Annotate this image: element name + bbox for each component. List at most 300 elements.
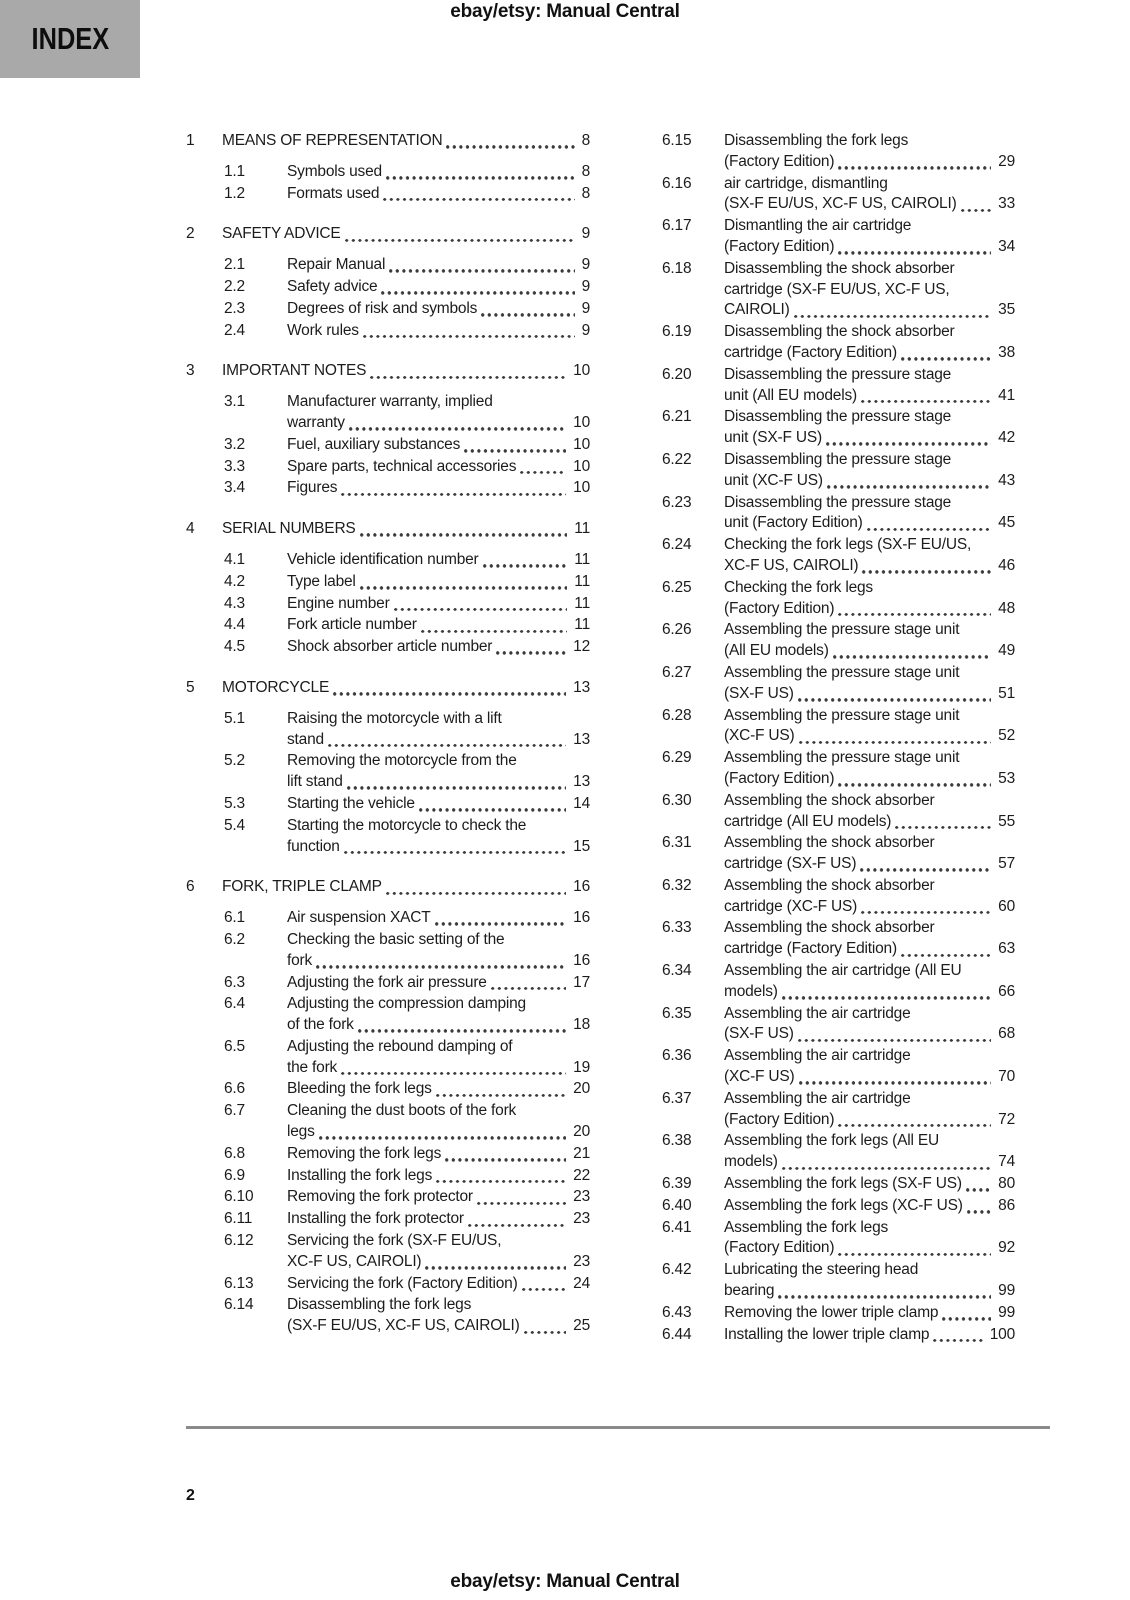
toc-section-entry: [662, 578, 1015, 620]
toc-entry-number: 3: [186, 362, 195, 380]
toc-entry-number: 3.3: [224, 457, 245, 475]
dot-leader: [333, 692, 566, 696]
toc-entry-title-line: Disassembling the shock absorber: [724, 323, 955, 341]
dot-leader: [436, 1180, 566, 1184]
toc-entry-body: [724, 620, 1015, 662]
toc-entry-page: 10: [573, 479, 590, 497]
dot-leader: [483, 564, 568, 568]
toc-entry-page: 48: [998, 599, 1015, 617]
toc-section-entry: [662, 259, 1015, 321]
toc-chapter-entry: [186, 519, 590, 540]
toc-entry-page: 13: [573, 678, 590, 696]
page-header-title: ebay/etsy: Manual Central: [450, 1, 680, 22]
toc-entry-number: 6.22: [662, 450, 692, 468]
toc-section-entry: [186, 908, 590, 929]
toc-entry-number: 6.33: [662, 919, 692, 937]
toc-entry-title-line: Lubricating the steering head: [724, 1261, 919, 1279]
toc-entry-last-line: [287, 794, 590, 815]
toc-entry-title-line: Removing the lower triple clamp: [724, 1303, 939, 1321]
toc-entry-last-line: [724, 1281, 1015, 1302]
toc-entry-title-line: Removing the fork legs: [287, 1144, 442, 1162]
footer-rule: [186, 1426, 1050, 1429]
toc-entry-title-line: Disassembling the pressure stage: [724, 365, 952, 383]
toc-entry-number: 6.15: [662, 132, 692, 149]
toc-entry-last-line: [724, 194, 1015, 215]
toc-entry-page: 29: [998, 152, 1015, 170]
toc-entry-page: 10: [573, 413, 590, 431]
toc-entry-page: 17: [573, 973, 590, 991]
dot-leader: [360, 586, 568, 590]
dot-leader: [481, 313, 574, 317]
toc-entry-page: 100: [989, 1325, 1015, 1343]
toc-entry-title-line: Assembling the fork legs (All EU: [724, 1132, 939, 1150]
toc-entry-last-line: [724, 769, 1015, 790]
toc-entry-last-line: [287, 730, 590, 751]
toc-entry-title-line: (SX-F US): [724, 1025, 794, 1043]
toc-entry-last-line: [724, 1325, 1015, 1346]
toc-entry-title-line: Servicing the fork (SX-F EU/US,: [287, 1232, 502, 1250]
toc-entry-body: [724, 578, 1015, 620]
toc-entry-body: [287, 816, 590, 858]
dot-leader: [419, 808, 566, 812]
toc-entry-title-line: Assembling the fork legs (SX-F US): [724, 1175, 962, 1193]
toc-entry-title-line: Servicing the fork (Factory Edition): [287, 1274, 518, 1292]
toc-entry-body: [222, 224, 590, 245]
toc-section-entry: [186, 637, 590, 658]
toc-entry-body: [724, 1325, 1015, 1346]
toc-entry-title-line: (Factory Edition): [724, 152, 835, 170]
toc-entry-title-line: Assembling the pressure stage unit: [724, 663, 960, 681]
dot-leader: [319, 1136, 567, 1140]
toc-entry-title-line: Fuel, auxiliary substances: [287, 435, 461, 453]
toc-entry-page: 25: [573, 1317, 590, 1335]
toc-entry-number: 1.1: [224, 162, 245, 180]
dot-leader: [933, 1339, 982, 1343]
toc-entry-title-line: SAFETY ADVICE: [222, 225, 341, 243]
toc-entry-title-line: unit (SX-F US): [724, 429, 822, 447]
toc-entry-title-line: stand: [287, 730, 324, 748]
toc-section-entry: [662, 174, 1015, 216]
dot-leader: [370, 376, 566, 380]
toc-entry-number: 2.1: [224, 256, 245, 274]
toc-entry-number: 5.2: [224, 752, 245, 770]
toc-entry-last-line: [724, 599, 1015, 620]
toc-entry-number: 2.3: [224, 299, 245, 317]
toc-entry-title-line: Assembling the pressure stage unit: [724, 749, 960, 767]
dot-leader: [445, 1158, 566, 1162]
toc-entry-title-line: Shock absorber article number: [287, 638, 493, 656]
toc-entry-page: 11: [574, 550, 590, 568]
toc-entry-number: 6.1: [224, 909, 245, 927]
dot-leader: [961, 209, 992, 213]
toc-entry-page: 74: [998, 1153, 1015, 1171]
toc-entry-number: 6.31: [662, 834, 692, 852]
toc-section-entry: [186, 1144, 590, 1165]
toc-entry-page: 86: [998, 1196, 1015, 1214]
toc-chapter-entry: [186, 224, 590, 245]
dot-leader: [524, 1331, 567, 1335]
toc-entry-page: 72: [998, 1110, 1015, 1128]
toc-section-entry: [662, 1303, 1015, 1324]
toc-entry-page: 70: [998, 1068, 1015, 1086]
toc-entry-title-line: Assembling the air cartridge (All EU: [724, 962, 962, 980]
toc-entry-last-line: [724, 641, 1015, 662]
toc-entry-title-line: SERIAL NUMBERS: [222, 520, 356, 538]
toc-entry-last-line: [287, 594, 590, 615]
toc-entry-body: [724, 748, 1015, 790]
toc-entry-title-line: unit (Factory Edition): [724, 514, 863, 532]
toc-entry-body: [287, 1274, 590, 1295]
dot-leader: [477, 1202, 566, 1206]
dot-leader: [446, 145, 574, 149]
toc-section-entry: [662, 1218, 1015, 1260]
toc-entry-last-line: [287, 908, 590, 929]
toc-entry-body: [287, 435, 590, 456]
dot-leader: [386, 892, 566, 896]
toc-entry-body: [724, 706, 1015, 748]
toc-entry-last-line: [287, 1058, 590, 1079]
toc-entry-body: [724, 322, 1015, 364]
toc-entry-page: 13: [573, 730, 590, 748]
dot-leader: [316, 965, 566, 969]
toc-entry-last-line: [724, 237, 1015, 258]
toc-entry-last-line: [287, 1122, 590, 1143]
toc-entry-title-line: Installing the fork legs: [287, 1166, 433, 1184]
toc-section-entry: [186, 994, 590, 1036]
toc-entry-last-line: [724, 1196, 1015, 1217]
toc-entry-number: 6.14: [224, 1296, 254, 1314]
toc-entry-title-line: cartridge (All EU models): [724, 812, 892, 830]
toc-entry-number: 2: [186, 225, 195, 243]
toc-entry-last-line: [287, 255, 590, 276]
toc-entry-title-line: (Factory Edition): [724, 599, 835, 617]
toc-entry-title-line: Disassembling the pressure stage: [724, 450, 952, 468]
toc-entry-title-line: Disassembling the pressure stage: [724, 493, 952, 511]
toc-entry-last-line: [287, 184, 590, 205]
toc-entry-page: 8: [581, 132, 590, 149]
toc-entry-title-line: Assembling the air cartridge: [724, 1089, 911, 1107]
toc-section-entry: [186, 1037, 590, 1079]
dot-leader: [425, 1266, 566, 1270]
toc-entry-body: [287, 299, 590, 320]
toc-entry-title-line: Safety advice: [287, 277, 378, 295]
toc-entry-body: [287, 1037, 590, 1079]
toc-entry-body: [287, 321, 590, 342]
toc-section-entry: [662, 1046, 1015, 1088]
toc-entry-title-line: Bleeding the fork legs: [287, 1080, 432, 1098]
toc-entry-title-line: Checking the fork legs (SX-F EU/US,: [724, 536, 972, 554]
toc-entry-page: 23: [573, 1210, 590, 1228]
toc-section-entry: [186, 794, 590, 815]
toc-entry-last-line: [724, 1152, 1015, 1173]
dot-leader: [861, 911, 991, 915]
toc-section-entry: [186, 1187, 590, 1208]
toc-entry-title-line: XC-F US, CAIROLI): [724, 556, 859, 574]
toc-entry-title-line: Disassembling the pressure stage: [724, 408, 952, 426]
toc-entry-title-line: (SX-F EU/US, XC-F US, CAIROLI): [724, 195, 957, 213]
toc-entry-title-line: CAIROLI): [724, 301, 790, 319]
toc-entry-last-line: [222, 224, 590, 245]
toc-entry-last-line: [287, 277, 590, 298]
toc-section-entry: [186, 930, 590, 972]
dot-leader: [895, 826, 991, 830]
toc-section-entry: [186, 816, 590, 858]
toc-entry-page: 42: [998, 429, 1015, 447]
toc-entry-last-line: [724, 556, 1015, 577]
toc-entry-last-line: [724, 726, 1015, 747]
index-label-box: [0, 0, 140, 78]
toc-entry-number: 4.5: [224, 638, 245, 656]
toc-entry-title-line: (XC-F US): [724, 1068, 795, 1086]
toc-section-entry: [662, 620, 1015, 662]
toc-entry-title-line: Assembling the fork legs: [724, 1218, 889, 1236]
toc-entry-body: [724, 876, 1015, 918]
toc-entry-title-line: of the fork: [287, 1016, 354, 1034]
toc-entry-last-line: [724, 343, 1015, 364]
toc-entry-last-line: [724, 1174, 1015, 1195]
toc-entry-body: [222, 361, 590, 382]
dot-leader: [341, 493, 566, 497]
toc-entry-title-line: MEANS OF REPRESENTATION: [222, 132, 443, 149]
toc-entry-page: 22: [573, 1166, 590, 1184]
toc-entry-page: 8: [581, 184, 590, 202]
toc-entry-body: [287, 908, 590, 929]
toc-entry-last-line: [287, 772, 590, 793]
toc-entry-number: 6.29: [662, 749, 692, 767]
toc-entry-title-line: Adjusting the compression damping: [287, 995, 526, 1013]
toc-section-entry: [662, 1174, 1015, 1195]
toc-entry-number: 4.1: [224, 550, 245, 568]
toc-entry-page: 57: [998, 855, 1015, 873]
toc-entry-body: [724, 450, 1015, 492]
toc-entry-last-line: [724, 1110, 1015, 1131]
toc-entry-body: [287, 1209, 590, 1230]
dot-leader: [966, 1188, 991, 1192]
toc-entry-body: [222, 131, 590, 152]
toc-entry-body: [287, 751, 590, 793]
toc-entry-title-line: Cleaning the dust boots of the fork: [287, 1102, 517, 1120]
toc-entry-number: 6.43: [662, 1303, 692, 1321]
toc-entry-page: 10: [573, 435, 590, 453]
toc-entry-page: 34: [998, 237, 1015, 255]
toc-entry-last-line: [287, 1187, 590, 1208]
toc-entry-title-line: lift stand: [287, 773, 343, 791]
toc-section-entry: [186, 1101, 590, 1143]
toc-entry-last-line: [222, 519, 590, 540]
toc-entry-last-line: [287, 572, 590, 593]
toc-section-entry: [186, 751, 590, 793]
toc-entry-number: 4.4: [224, 616, 245, 634]
toc-entry-title-line: cartridge (Factory Edition): [724, 343, 897, 361]
toc-entry-number: 6.34: [662, 962, 692, 980]
dot-leader: [794, 315, 992, 319]
toc-entry-title-line: legs: [287, 1123, 315, 1141]
toc-entry-number: 6.38: [662, 1132, 692, 1150]
toc-section-entry: [186, 1274, 590, 1295]
toc-entry-title-line: Assembling the shock absorber: [724, 834, 935, 852]
dot-leader: [942, 1317, 991, 1321]
dot-leader: [778, 1295, 991, 1299]
toc-entry-last-line: [287, 1079, 590, 1100]
toc-entry-number: 6.18: [662, 259, 692, 277]
toc-entry-body: [724, 833, 1015, 875]
dot-leader: [798, 698, 991, 702]
toc-entry-number: 5.3: [224, 794, 245, 812]
toc-entry-title-line: XC-F US, CAIROLI): [287, 1252, 422, 1270]
dot-leader: [838, 783, 991, 787]
toc-entry-title-line: Figures: [287, 479, 338, 497]
toc-section-entry: [186, 615, 590, 636]
toc-entry-title-line: models): [724, 982, 778, 1000]
toc-entry-title-line: Vehicle identification number: [287, 550, 479, 568]
toc-entry-page: 11: [574, 572, 590, 590]
dot-leader: [799, 741, 992, 745]
toc-entry-number: 6.41: [662, 1218, 692, 1236]
dot-leader: [435, 922, 567, 926]
dot-leader: [833, 655, 991, 659]
toc-entry-body: [724, 1174, 1015, 1195]
toc-section-entry: [186, 1231, 590, 1273]
toc-section-entry: [186, 973, 590, 994]
toc-entry-page: 38: [998, 343, 1015, 361]
toc-entry-number: 1.2: [224, 184, 245, 202]
toc-section-entry: [662, 791, 1015, 833]
toc-entry-last-line: [724, 982, 1015, 1003]
toc-entry-number: 6.4: [224, 995, 245, 1013]
toc-entry-body: [724, 174, 1015, 216]
toc-entry-page: 99: [998, 1303, 1015, 1321]
toc-entry-last-line: [287, 1252, 590, 1273]
toc-entry-body: [724, 1218, 1015, 1260]
toc-entry-number: 6.23: [662, 493, 692, 511]
toc-entry-number: 6.5: [224, 1037, 245, 1055]
toc-entry-number: 6.28: [662, 706, 692, 724]
toc-entry-number: 6.19: [662, 323, 692, 341]
toc-entry-title-line: FORK, TRIPLE CLAMP: [222, 878, 382, 896]
toc-entry-page: 33: [998, 195, 1015, 213]
toc-section-entry: [662, 1004, 1015, 1046]
toc-entry-page: 15: [573, 837, 590, 855]
toc-entry-last-line: [724, 854, 1015, 875]
toc-entry-number: 6.27: [662, 663, 692, 681]
toc-entry-page: 20: [573, 1123, 590, 1141]
toc-entry-page: 20: [573, 1080, 590, 1098]
toc-entry-page: 92: [998, 1239, 1015, 1257]
toc-entry-title-line: (SX-F US): [724, 684, 794, 702]
dot-leader: [363, 335, 575, 339]
toc-entry-title-line: Disassembling the fork legs: [724, 132, 909, 149]
toc-entry-number: 2.4: [224, 321, 245, 339]
toc-entry-last-line: [724, 300, 1015, 321]
dot-leader: [381, 291, 574, 295]
toc-entry-last-line: [287, 162, 590, 183]
toc-entry-title-line: Adjusting the rebound damping of: [287, 1037, 513, 1055]
toc-entry-title-line: Dismantling the air cartridge: [724, 217, 912, 235]
toc-entry-number: 6.8: [224, 1144, 245, 1162]
dot-leader: [345, 239, 575, 243]
toc-section-entry: [186, 1079, 590, 1100]
toc-entry-title-line: Assembling the shock absorber: [724, 919, 935, 937]
toc-entry-page: 99: [998, 1282, 1015, 1300]
dot-leader: [838, 613, 991, 617]
toc-entry-number: 6.10: [224, 1188, 254, 1206]
toc-entry-body: [287, 550, 590, 571]
toc-entry-body: [287, 184, 590, 205]
toc-entry-title-line: Air suspension XACT: [287, 909, 431, 927]
toc-entry-number: 6.39: [662, 1175, 692, 1193]
toc-entry-title-line: Assembling the shock absorber: [724, 876, 935, 894]
toc-section-entry: [186, 457, 590, 478]
dot-leader: [383, 198, 574, 202]
toc-entry-title-line: Fork article number: [287, 616, 417, 634]
toc-entry-last-line: [724, 513, 1015, 534]
toc-entry-title-line: Starting the vehicle: [287, 794, 415, 812]
toc-entry-title-line: cartridge (SX-F EU/US, XC-F US,: [724, 280, 950, 298]
toc-entry-title-line: Assembling the air cartridge: [724, 1047, 911, 1065]
dot-leader: [838, 1124, 991, 1128]
toc-entry-page: 12: [573, 638, 590, 656]
toc-entry-page: 45: [998, 514, 1015, 532]
toc-entry-page: 16: [573, 909, 590, 927]
toc-entry-last-line: [287, 637, 590, 658]
toc-entry-title-line: unit (All EU models): [724, 386, 857, 404]
toc-entry-page: 53: [998, 769, 1015, 787]
toc-entry-last-line: [287, 1015, 590, 1036]
toc-entry-number: 6.30: [662, 791, 692, 809]
toc-section-entry: [662, 706, 1015, 748]
toc-entry-last-line: [287, 550, 590, 571]
toc-entry-page: 49: [998, 642, 1015, 660]
toc-section-entry: [662, 1131, 1015, 1173]
dot-leader: [347, 786, 566, 790]
toc-entry-body: [287, 392, 590, 434]
toc-entry-page: 11: [574, 520, 590, 538]
toc-entry-number: 6.40: [662, 1196, 692, 1214]
toc-entry-body: [222, 519, 590, 540]
toc-entry-number: 6.25: [662, 578, 692, 596]
toc-entry-page: 80: [998, 1175, 1015, 1193]
toc-entry-title-line: (XC-F US): [724, 727, 795, 745]
toc-entry-title-line: air cartridge, dismantling: [724, 174, 888, 192]
toc-entry-number: 4.3: [224, 594, 245, 612]
dot-leader: [341, 1072, 566, 1076]
toc-entry-last-line: [724, 939, 1015, 960]
toc-entry-body: [287, 1231, 590, 1273]
toc-entry-title-line: function: [287, 837, 340, 855]
toc-entry-number: 6.42: [662, 1261, 692, 1279]
toc-section-entry: [186, 1209, 590, 1230]
toc-entry-last-line: [724, 897, 1015, 918]
toc-chapter-entry: [186, 361, 590, 382]
toc-entry-body: [287, 1101, 590, 1143]
toc-entry-title-line: cartridge (Factory Edition): [724, 940, 897, 958]
dot-leader: [496, 651, 566, 655]
toc-entry-title-line: (SX-F EU/US, XC-F US, CAIROLI): [287, 1317, 520, 1335]
toc-section-entry: [662, 365, 1015, 407]
toc-section-entry: [662, 833, 1015, 875]
toc-entry-title-line: unit (XC-F US): [724, 471, 823, 489]
toc-entry-last-line: [724, 1024, 1015, 1045]
toc-entry-page: 52: [998, 727, 1015, 745]
toc-entry-last-line: [287, 478, 590, 499]
toc-entry-title-line: models): [724, 1153, 778, 1171]
toc-entry-number: 6.3: [224, 973, 245, 991]
dot-leader: [799, 1081, 992, 1085]
toc-entry-title-line: Installing the fork protector: [287, 1210, 464, 1228]
toc-entry-last-line: [724, 684, 1015, 705]
toc-entry-number: 2.2: [224, 277, 245, 295]
dot-leader: [901, 357, 991, 361]
